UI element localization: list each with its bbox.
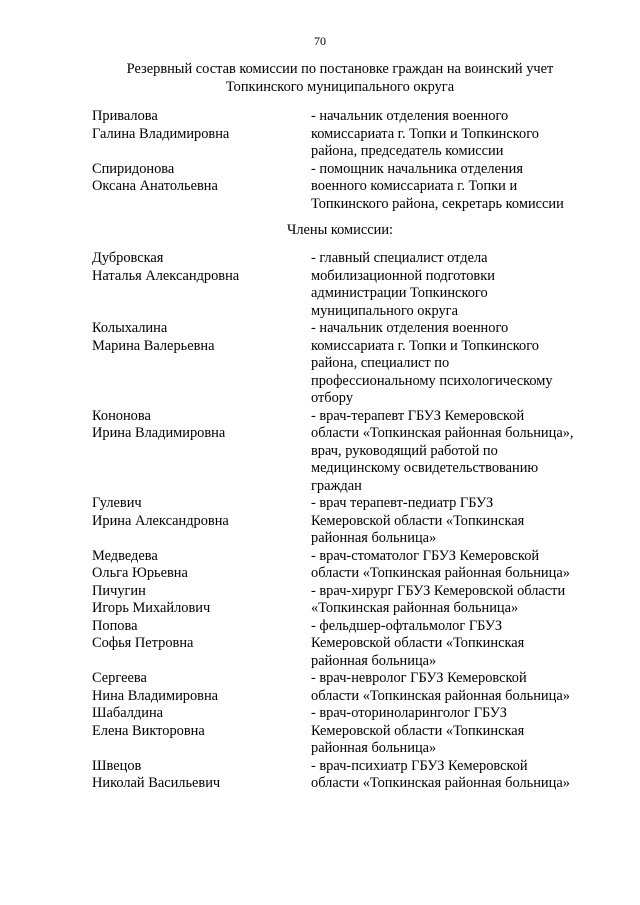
person-role-line: Топкинского района, секретарь комиссии	[311, 195, 564, 212]
person-role-line: района, специалист по	[311, 355, 450, 371]
person-role	[311, 618, 601, 671]
person-role-line: - врач-оториноларинголог ГБУЗ	[311, 705, 508, 721]
person-role-line: области «Топкинская районная больница»	[311, 687, 570, 704]
person-role-line: мобилизационной подготовки	[311, 267, 495, 284]
person-given-names: Игорь Михайлович	[92, 600, 211, 616]
members-heading: Члены комиссии:	[286, 222, 394, 238]
person-name	[92, 495, 311, 530]
person-entry	[92, 548, 602, 583]
person-role-line: администрации Топкинского	[311, 285, 488, 301]
person-given-names: Наталья Александровна	[92, 267, 240, 284]
person-role-line: «Топкинская районная больница»	[311, 600, 519, 616]
person-surname: Пичугин	[92, 582, 146, 599]
person-role-line: - помощник начальника отделения	[311, 160, 523, 177]
document-title	[100, 61, 580, 96]
person-role-line: - врач-терапевт ГБУЗ Кемеровской	[311, 407, 525, 424]
person-surname: Сергеева	[92, 670, 147, 686]
person-role-line: муниципального округа	[311, 302, 458, 319]
person-role	[311, 548, 601, 583]
person-role-line: области «Топкинская районная больница»	[311, 565, 570, 581]
person-entry	[92, 161, 602, 214]
person-given-names: Ольга Юрьевна	[92, 565, 188, 581]
person-surname: Кононова	[92, 407, 151, 424]
person-role	[311, 583, 601, 618]
person-role-line: - фельдшер-офтальмолог ГБУЗ	[311, 617, 503, 634]
person-role-line: районная больница»	[311, 740, 437, 756]
person-role-line: области «Топкинская районная больница»,	[311, 425, 574, 441]
document-title-line: Топкинского муниципального округа	[225, 78, 455, 95]
person-name	[92, 705, 311, 740]
person-name	[92, 618, 311, 653]
person-role-line: районная больница»	[311, 530, 437, 546]
person-given-names: Галина Владимировна	[92, 125, 230, 142]
person-surname: Колыхалина	[92, 320, 168, 336]
person-role-line: - врач-хирург ГБУЗ Кемеровской области	[311, 582, 566, 599]
person-role-line: Кемеровской области «Топкинская	[311, 635, 525, 651]
person-entry	[92, 583, 602, 618]
person-role-line: граждан	[311, 477, 362, 494]
person-role-line: области «Топкинская районная больница»	[311, 775, 570, 791]
person-role-line: - врач-стоматолог ГБУЗ Кемеровской	[311, 547, 540, 564]
person-surname: Шабалдина	[92, 705, 164, 721]
person-name	[92, 583, 311, 618]
person-name	[92, 670, 311, 705]
person-role-line: комиссариата г. Топки и Топкинского	[311, 125, 539, 142]
person-name	[92, 108, 311, 143]
person-role-line: - врач-невролог ГБУЗ Кемеровской	[311, 670, 527, 686]
person-name	[92, 250, 311, 285]
person-entry	[92, 670, 602, 705]
person-name	[92, 161, 311, 196]
person-surname: Швецов	[92, 757, 142, 774]
person-given-names: Оксана Анатольевна	[92, 178, 218, 194]
chair-list	[92, 108, 602, 213]
person-role	[311, 108, 601, 161]
person-entry	[92, 705, 602, 758]
person-role	[311, 705, 601, 758]
document-title-line: Резервный состав комиссии по постановке граждан на воинский учет	[126, 61, 554, 77]
person-given-names: Софья Петровна	[92, 635, 194, 651]
person-role	[311, 250, 601, 320]
person-name	[92, 758, 311, 793]
person-role	[311, 495, 601, 548]
person-surname: Медведева	[92, 547, 158, 564]
person-role-line: комиссариата г. Топки и Топкинского	[311, 337, 539, 354]
person-role-line: военного комиссариата г. Топки и	[311, 178, 518, 194]
person-entry	[92, 758, 602, 793]
person-role-line: района, председатель комиссии	[311, 143, 504, 159]
person-role	[311, 408, 601, 496]
person-given-names: Николай Васильевич	[92, 775, 221, 791]
person-role-line: районная больница»	[311, 652, 437, 669]
person-role-line: врач, руководящий работой по	[311, 442, 498, 459]
person-role-line: профессиональному психологическому	[311, 372, 553, 389]
person-surname: Попова	[92, 617, 138, 634]
person-given-names: Ирина Александровна	[92, 512, 229, 529]
person-role-line: отбору	[311, 390, 354, 406]
page-number: 70	[314, 34, 326, 48]
person-role-line: - начальник отделения военного	[311, 108, 509, 124]
person-given-names: Нина Владимировна	[92, 687, 219, 704]
person-role-line: - врач-психиатр ГБУЗ Кемеровской	[311, 757, 528, 774]
person-entry	[92, 495, 602, 548]
person-entry	[92, 250, 602, 320]
person-role-line: Кемеровской области «Топкинская	[311, 512, 525, 529]
members-list	[92, 250, 602, 793]
person-name	[92, 320, 311, 355]
person-given-names: Ирина Владимировна	[92, 425, 226, 441]
person-role-line: медицинскому освидетельствованию	[311, 460, 539, 476]
person-entry	[92, 320, 602, 408]
person-role-line: Кемеровской области «Топкинская	[311, 722, 525, 739]
person-role-line: - главный специалист отдела	[311, 250, 488, 266]
person-name	[92, 408, 311, 443]
person-surname: Спиридонова	[92, 160, 175, 177]
person-role	[311, 161, 601, 214]
person-given-names: Марина Валерьевна	[92, 337, 215, 354]
person-entry	[92, 618, 602, 671]
person-name	[92, 548, 311, 583]
person-role	[311, 758, 601, 793]
person-role-line: - врач терапевт-педиатр ГБУЗ	[311, 495, 494, 511]
person-role-line: - начальник отделения военного	[311, 320, 509, 336]
person-surname: Гулевич	[92, 495, 142, 511]
person-given-names: Елена Викторовна	[92, 722, 205, 739]
person-surname: Дубровская	[92, 250, 164, 266]
person-entry	[92, 408, 602, 496]
person-role	[311, 320, 601, 408]
person-role	[311, 670, 601, 705]
person-entry	[92, 108, 602, 161]
person-surname: Привалова	[92, 108, 158, 124]
